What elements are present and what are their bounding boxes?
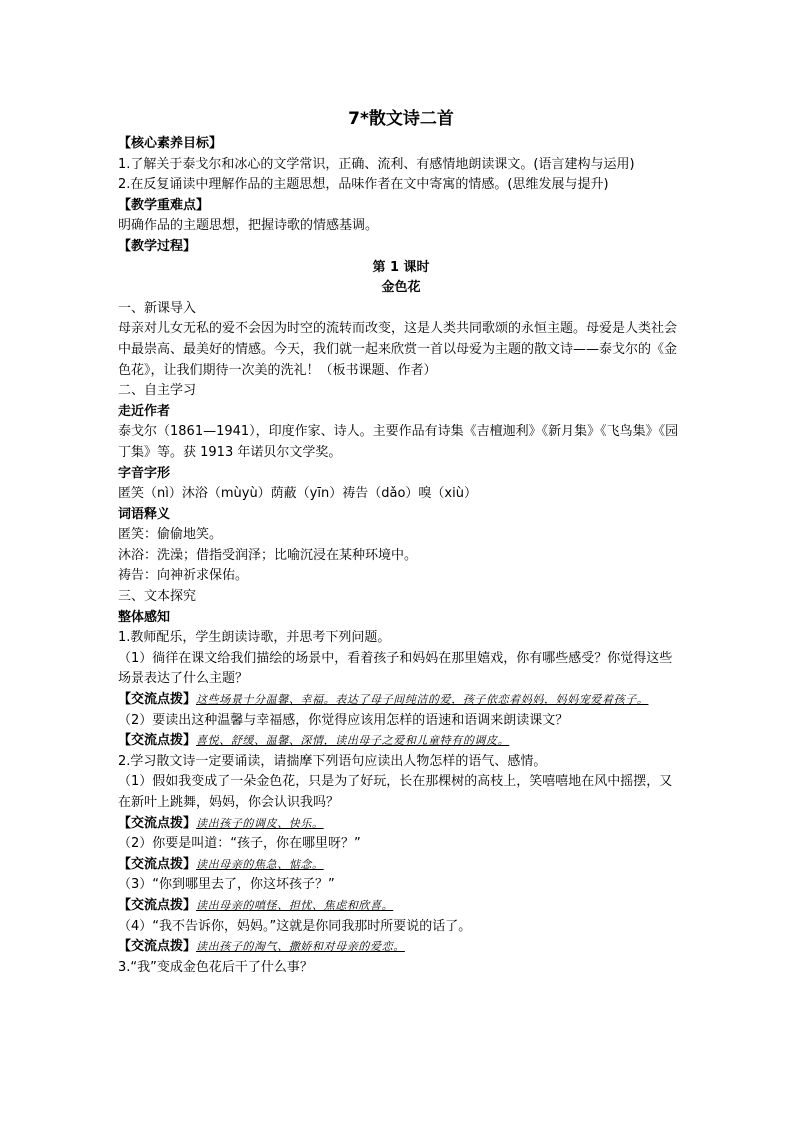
line-text: 一、新课导入 — [118, 300, 197, 316]
handwritten-answer: 读出母亲的嗔怪、担忧、焦虑和欣喜。 — [196, 898, 394, 912]
document-page — [118, 106, 684, 978]
line-text: 第 1 课时 — [372, 259, 430, 275]
line-text: 整体感知 — [118, 609, 171, 625]
section-heading — [118, 258, 684, 279]
answer-line — [118, 855, 684, 876]
text-line — [118, 381, 684, 402]
text-line — [118, 546, 684, 567]
line-text: 词语释义 — [118, 506, 171, 522]
answer-tag: 【交流点拨】 — [118, 733, 197, 749]
text-line — [118, 155, 684, 176]
line-text: 泰戈尔（1861—1941），印度作家、诗人。主要作品有诗集《吉檀迦利》《新月集》《飞鸟集》《园丁集》等。获 1913 年诺贝尔文学奖。 — [118, 424, 679, 460]
text-line — [118, 319, 684, 381]
text-line — [118, 711, 684, 732]
line-text: 【核心素养目标】 — [118, 136, 223, 151]
line-text: （3）“你到哪里去了，你这坏孩子？” — [118, 877, 335, 893]
line-text: 2.在反复诵读中理解作品的主题思想，品味作者在文中寄寓的情感。(思维发展与提升) — [118, 177, 609, 193]
line-text: 3.“我”变成金色花后干了什么事？ — [118, 959, 313, 975]
text-line — [118, 772, 684, 813]
text-line — [118, 917, 684, 938]
line-text: 匿笑：偷偷地笑。 — [118, 527, 223, 543]
text-line — [118, 958, 684, 979]
line-text: 1.了解关于泰戈尔和冰心的文学常识，正确、流利、有感情地朗读课文。(语言建构与运用) — [118, 156, 635, 172]
section-heading — [118, 237, 684, 258]
line-text: 走近作者 — [118, 403, 171, 419]
line-text: （2）你要是叫道：“孩子，你在哪里呀？” — [118, 836, 361, 852]
text-line — [118, 299, 684, 320]
line-text: 母亲对儿女无私的爱不会因为时空的流转而改变，这是人类共同歌颂的永恒主题。母爱是人类社会中最崇高、最美好的情感。今天，我们就一起来欣赏一首以母爱为主题的散文诗——泰戈尔的《金色花》，让我们期待一次美的洗礼！（板书课题、作者） — [118, 321, 678, 378]
text-line — [118, 752, 684, 773]
document-title: 7*散文诗二首 — [348, 109, 454, 129]
answer-tag: 【交流点拨】 — [118, 856, 197, 872]
document-body — [118, 134, 684, 978]
line-text: 【教学过程】 — [118, 238, 197, 254]
section-heading — [118, 134, 684, 155]
handwritten-answer: 读出母亲的焦急、惦念。 — [196, 857, 324, 871]
section-heading — [118, 278, 684, 299]
text-line — [118, 875, 684, 896]
handwritten-answer: 读出孩子的调皮、快乐。 — [196, 816, 324, 830]
line-text: 三、文本探究 — [118, 589, 197, 605]
line-text: （1）假如我变成了一朵金色花，只是为了好玩，长在那棵树的高枝上，笑嘻嘻地在风中摇摆，又在新叶上跳舞，妈妈，你会认识我吗？ — [118, 774, 673, 810]
text-line — [118, 628, 684, 649]
answer-tag: 【交流点拨】 — [118, 692, 197, 708]
line-text: 二、自主学习 — [118, 383, 197, 399]
line-text: 祷告：向神祈求保佑。 — [118, 568, 249, 584]
answer-tag: 【交流点拨】 — [118, 815, 197, 831]
section-heading — [118, 505, 684, 526]
answer-tag: 【交流点拨】 — [118, 939, 197, 955]
answer-line — [118, 937, 684, 958]
handwritten-answer: 这些场景十分温馨、幸福。表达了母子间纯洁的爱，孩子依恋着妈妈，妈妈宠爱着孩子。 — [196, 693, 649, 707]
text-line — [118, 484, 684, 505]
answer-line — [118, 814, 684, 835]
section-heading — [118, 608, 684, 629]
line-text: 字音字形 — [118, 465, 171, 481]
line-text: 2.学习散文诗一定要诵读，请揣摩下列语句应读出人物怎样的语气、感情。 — [118, 753, 547, 769]
answer-line — [118, 731, 684, 752]
text-line — [118, 649, 684, 690]
answer-tag: 【交流点拨】 — [118, 897, 197, 913]
line-text: 【教学重难点】 — [118, 197, 210, 213]
text-line — [118, 175, 684, 196]
line-text: 明确作品的主题思想，把握诗歌的情感基调。 — [118, 218, 379, 234]
line-text: （4）“我不告诉你，妈妈。”这就是你同我那时所要说的话了。 — [118, 918, 472, 934]
text-line — [118, 216, 684, 237]
answer-line — [118, 896, 684, 917]
line-text: 匿笑（nì）沐浴（mùyù）荫蔽（yīn）祷告（dǎo）嗅（xiù） — [118, 486, 477, 502]
line-text: （1）徜徉在课文给我们描绘的场景中，看着孩子和妈妈在那里嬉戏，你有哪些感受？你觉得这些场景表达了什么主题？ — [118, 650, 673, 687]
text-line — [118, 566, 684, 587]
line-text: 金色花 — [381, 280, 421, 296]
answer-line — [118, 690, 684, 711]
section-heading — [118, 402, 684, 423]
text-line — [118, 525, 684, 546]
line-text: （2）要读出这种温馨与幸福感，你觉得应该用怎样的语速和语调来朗读课文？ — [118, 712, 569, 728]
section-heading — [118, 464, 684, 485]
text-line — [118, 587, 684, 608]
text-line — [118, 834, 684, 855]
text-line — [118, 422, 684, 463]
line-text: 沐浴：洗澡；借指受润泽；比喻沉浸在某种环境中。 — [118, 547, 418, 563]
handwritten-answer: 读出孩子的淘气、撒娇和对母亲的爱恋。 — [196, 940, 405, 954]
section-heading — [118, 196, 684, 217]
handwritten-answer: 喜悦、舒缓、温馨、深情，读出母子之爱和儿童特有的调皮。 — [196, 734, 510, 748]
line-text: 1.教师配乐，学生朗读诗歌，并思考下列问题。 — [118, 630, 391, 646]
